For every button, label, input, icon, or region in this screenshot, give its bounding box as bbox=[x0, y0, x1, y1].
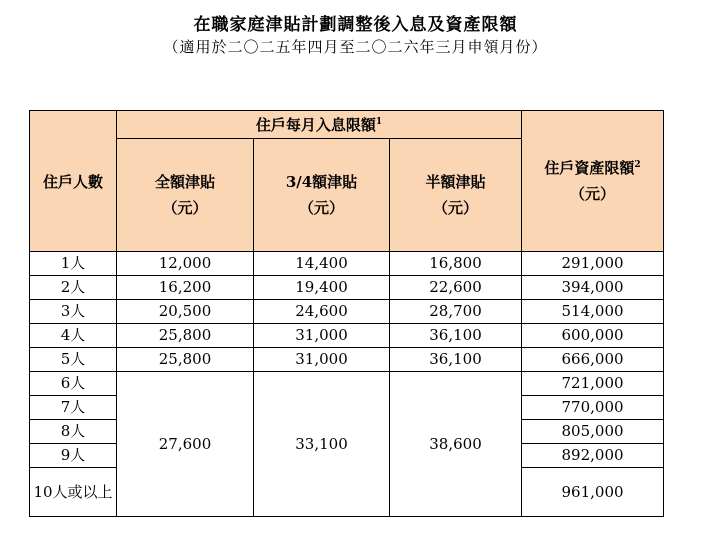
asset-cell: 514,000 bbox=[522, 300, 664, 324]
asset-cell: 291,000 bbox=[522, 252, 664, 276]
table-row bbox=[30, 348, 664, 372]
asset-cell: 394,000 bbox=[522, 276, 664, 300]
table-row bbox=[30, 300, 664, 324]
table-row bbox=[30, 276, 664, 300]
full-cell: 25,800 bbox=[117, 324, 254, 348]
header-asset-limit: 住戶資產限額$^2$ （元） bbox=[522, 111, 664, 252]
size-cell: 8人 bbox=[30, 420, 117, 444]
half-cell: 22,600 bbox=[390, 276, 522, 300]
half-cell: 28,700 bbox=[390, 300, 522, 324]
size-cell: 7人 bbox=[30, 396, 117, 420]
table-row bbox=[30, 324, 664, 348]
three-quarter-cell: 14,400 bbox=[254, 252, 390, 276]
table-row bbox=[30, 252, 664, 276]
header-household-size: 住戶人數 bbox=[30, 111, 117, 252]
asset-cell: 666,000 bbox=[522, 348, 664, 372]
size-cell: 1人 bbox=[30, 252, 117, 276]
header-three-quarter-rate: 3/4額津貼 （元） bbox=[254, 139, 390, 252]
asset-cell: 600,000 bbox=[522, 324, 664, 348]
asset-cell: 892,000 bbox=[522, 444, 664, 468]
asset-cell: 961,000 bbox=[522, 468, 664, 517]
limits-table bbox=[29, 110, 664, 517]
size-cell: 3人 bbox=[30, 300, 117, 324]
asset-cell: 770,000 bbox=[522, 396, 664, 420]
three-quarter-cell: 31,000 bbox=[254, 324, 390, 348]
three-quarter-cell: 24,600 bbox=[254, 300, 390, 324]
size-cell: 6人 bbox=[30, 372, 117, 396]
table-row bbox=[30, 372, 664, 396]
merged-full-cell: 27,600 bbox=[117, 372, 254, 517]
size-cell: 4人 bbox=[30, 324, 117, 348]
asset-cell: 805,000 bbox=[522, 420, 664, 444]
half-cell: 36,100 bbox=[390, 348, 522, 372]
full-cell: 12,000 bbox=[117, 252, 254, 276]
merged-three-quarter-cell: 33,100 bbox=[254, 372, 390, 517]
full-cell: 20,500 bbox=[117, 300, 254, 324]
size-cell: 9人 bbox=[30, 444, 117, 468]
page-title: 在職家庭津貼計劃調整後入息及資產限額 bbox=[193, 15, 518, 35]
size-cell: 10人或以上 bbox=[30, 468, 117, 517]
page-subtitle: （適用於二〇二五年四月至二〇二六年三月申領月份） bbox=[163, 38, 548, 56]
half-cell: 36,100 bbox=[390, 324, 522, 348]
asset-cell: 721,000 bbox=[522, 372, 664, 396]
header-income-limit: 住戶每月入息限額$^1$ bbox=[117, 111, 522, 139]
half-cell: 16,800 bbox=[390, 252, 522, 276]
header-half-rate: 半額津貼 （元） bbox=[390, 139, 522, 252]
header-full-rate: 全額津貼 （元） bbox=[117, 139, 254, 252]
three-quarter-cell: 31,000 bbox=[254, 348, 390, 372]
full-cell: 25,800 bbox=[117, 348, 254, 372]
three-quarter-cell: 19,400 bbox=[254, 276, 390, 300]
full-cell: 16,200 bbox=[117, 276, 254, 300]
merged-half-cell: 38,600 bbox=[390, 372, 522, 517]
size-cell: 5人 bbox=[30, 348, 117, 372]
size-cell: 2人 bbox=[30, 276, 117, 300]
